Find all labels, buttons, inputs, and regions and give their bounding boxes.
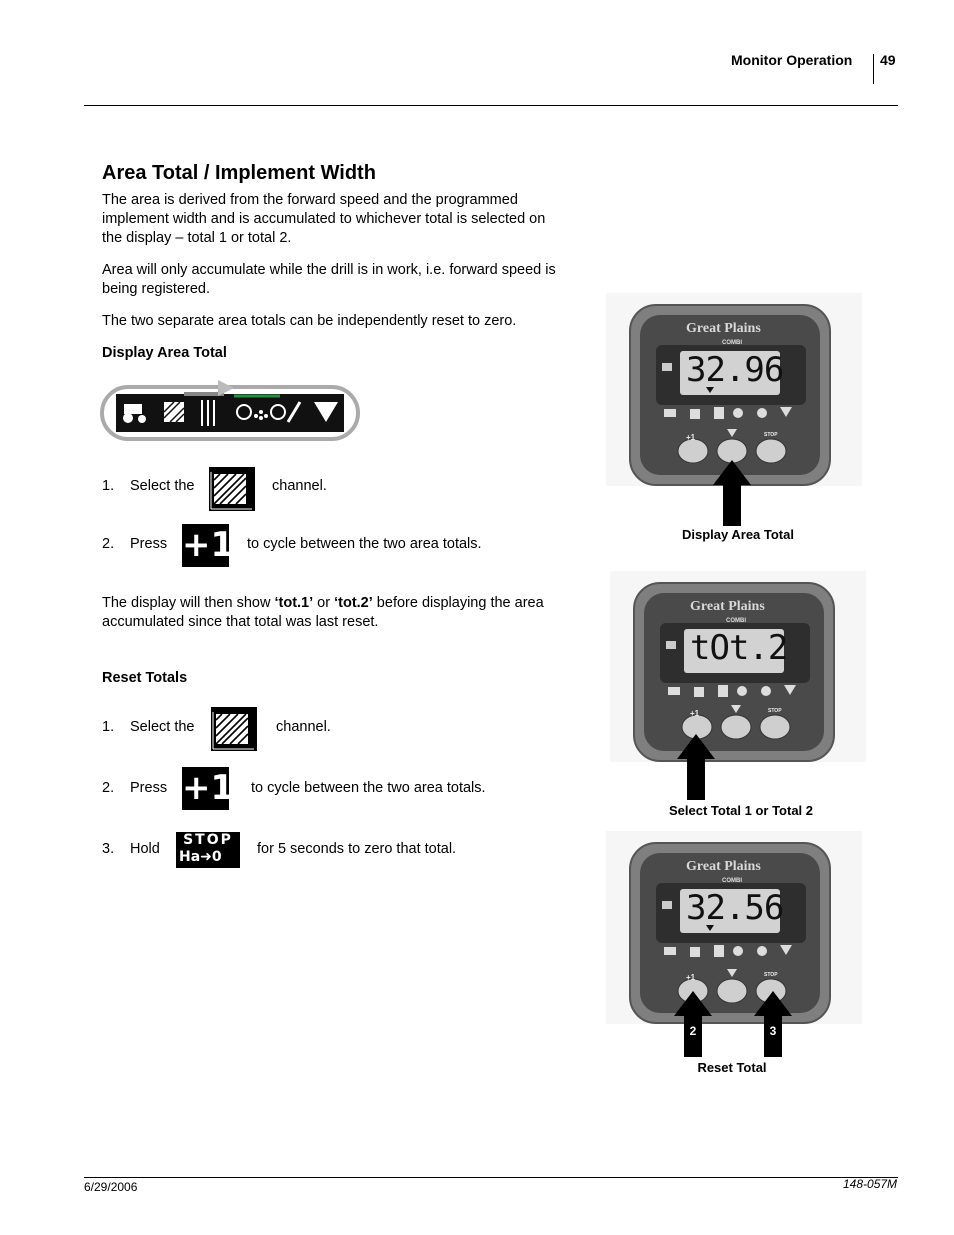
intro-paragraph-3: The two separate area totals can be independently reset to zero.: [102, 313, 517, 329]
monitor-brand: Great Plains: [690, 599, 765, 614]
step-number: 2.: [102, 536, 115, 552]
monitor-stop-label: STOP: [764, 972, 778, 978]
section-title: Area Total / Implement Width: [102, 162, 376, 184]
monitor-plus-label: +1: [686, 973, 696, 982]
monitor-brand: Great Plains: [686, 321, 761, 336]
monitor-model: COMBI: [722, 340, 742, 346]
monitor-photo-3: [606, 831, 862, 1024]
step-verb: Select the: [130, 719, 195, 735]
step-number: 3.: [102, 841, 115, 857]
step-verb: Press: [130, 780, 168, 796]
plus-one-icon: +1: [182, 525, 235, 565]
monitor-display: 32.56: [686, 888, 784, 928]
page-number: 49: [880, 52, 896, 68]
monitor-caption-1: Display Area Total: [682, 527, 794, 542]
area-channel-icon: [208, 466, 256, 512]
reset-totals-heading: Reset Totals: [102, 670, 188, 686]
display-note: The display will then show ‘tot.1’ or ‘tot.2’ before displaying the area accumulated since that total was last reset.: [102, 595, 544, 630]
arrow-up-icon: [676, 733, 716, 801]
ha-zero-label: Ha➜0: [179, 849, 222, 865]
display-area-total-heading: Display Area Total: [102, 345, 227, 361]
monitor-stop-label: STOP: [768, 708, 782, 714]
monitor-plus-label: +1: [690, 709, 700, 718]
step-number: 1.: [102, 478, 115, 494]
footer-date: 6/29/2006: [84, 1180, 138, 1194]
monitor-brand: Great Plains: [686, 859, 761, 874]
arrow-label-3: 3: [769, 1024, 777, 1038]
stop-label: STOP: [183, 832, 233, 848]
monitor-photo-1: [606, 293, 862, 486]
arrow-label-2: 2: [689, 1024, 697, 1038]
step-text: to cycle between the two area totals.: [251, 780, 486, 796]
monitor-caption-2: Select Total 1 or Total 2: [669, 803, 813, 818]
monitor-model: COMBI: [726, 618, 746, 624]
monitor-display: 32.96: [686, 350, 784, 390]
monitor-plus-label: +1: [686, 433, 696, 442]
footer-doc-number: 148-057M: [843, 1177, 898, 1191]
footer-rule: [84, 1177, 898, 1178]
step-text: to cycle between the two area totals.: [247, 536, 482, 552]
area-channel-icon: [210, 706, 258, 752]
monitor-display: tOt.2: [690, 628, 788, 668]
step-verb: Hold: [130, 841, 160, 857]
monitor-photo-2: [610, 571, 866, 762]
step-text: channel.: [272, 478, 327, 494]
header-separator: [873, 54, 874, 84]
intro-paragraph-2: Area will only accumulate while the drill is in work, i.e. forward speed is being registered.: [102, 262, 556, 297]
plus-one-icon: +1: [182, 768, 235, 808]
step-number: 1.: [102, 719, 115, 735]
step-number: 2.: [102, 780, 115, 796]
monitor-caption-3: Reset Total: [697, 1060, 767, 1075]
header-rule: [84, 105, 898, 106]
step-text: for 5 seconds to zero that total.: [257, 841, 457, 857]
running-header-section: Monitor Operation: [731, 52, 853, 68]
step-text: channel.: [276, 719, 331, 735]
arrow-up-icon: [712, 459, 752, 527]
monitor-stop-label: STOP: [764, 432, 778, 438]
step-verb: Press: [130, 536, 168, 552]
monitor-model: COMBI: [722, 878, 742, 884]
intro-paragraph-1: The area is derived from the forward speed and the programmed implement width and is accumulated to whichever total is selected on the display – total 1 or total 2.: [102, 192, 546, 246]
channel-strip-icon: [100, 378, 362, 442]
stop-reset-icon: [176, 832, 240, 868]
step-verb: Select the: [130, 478, 195, 494]
